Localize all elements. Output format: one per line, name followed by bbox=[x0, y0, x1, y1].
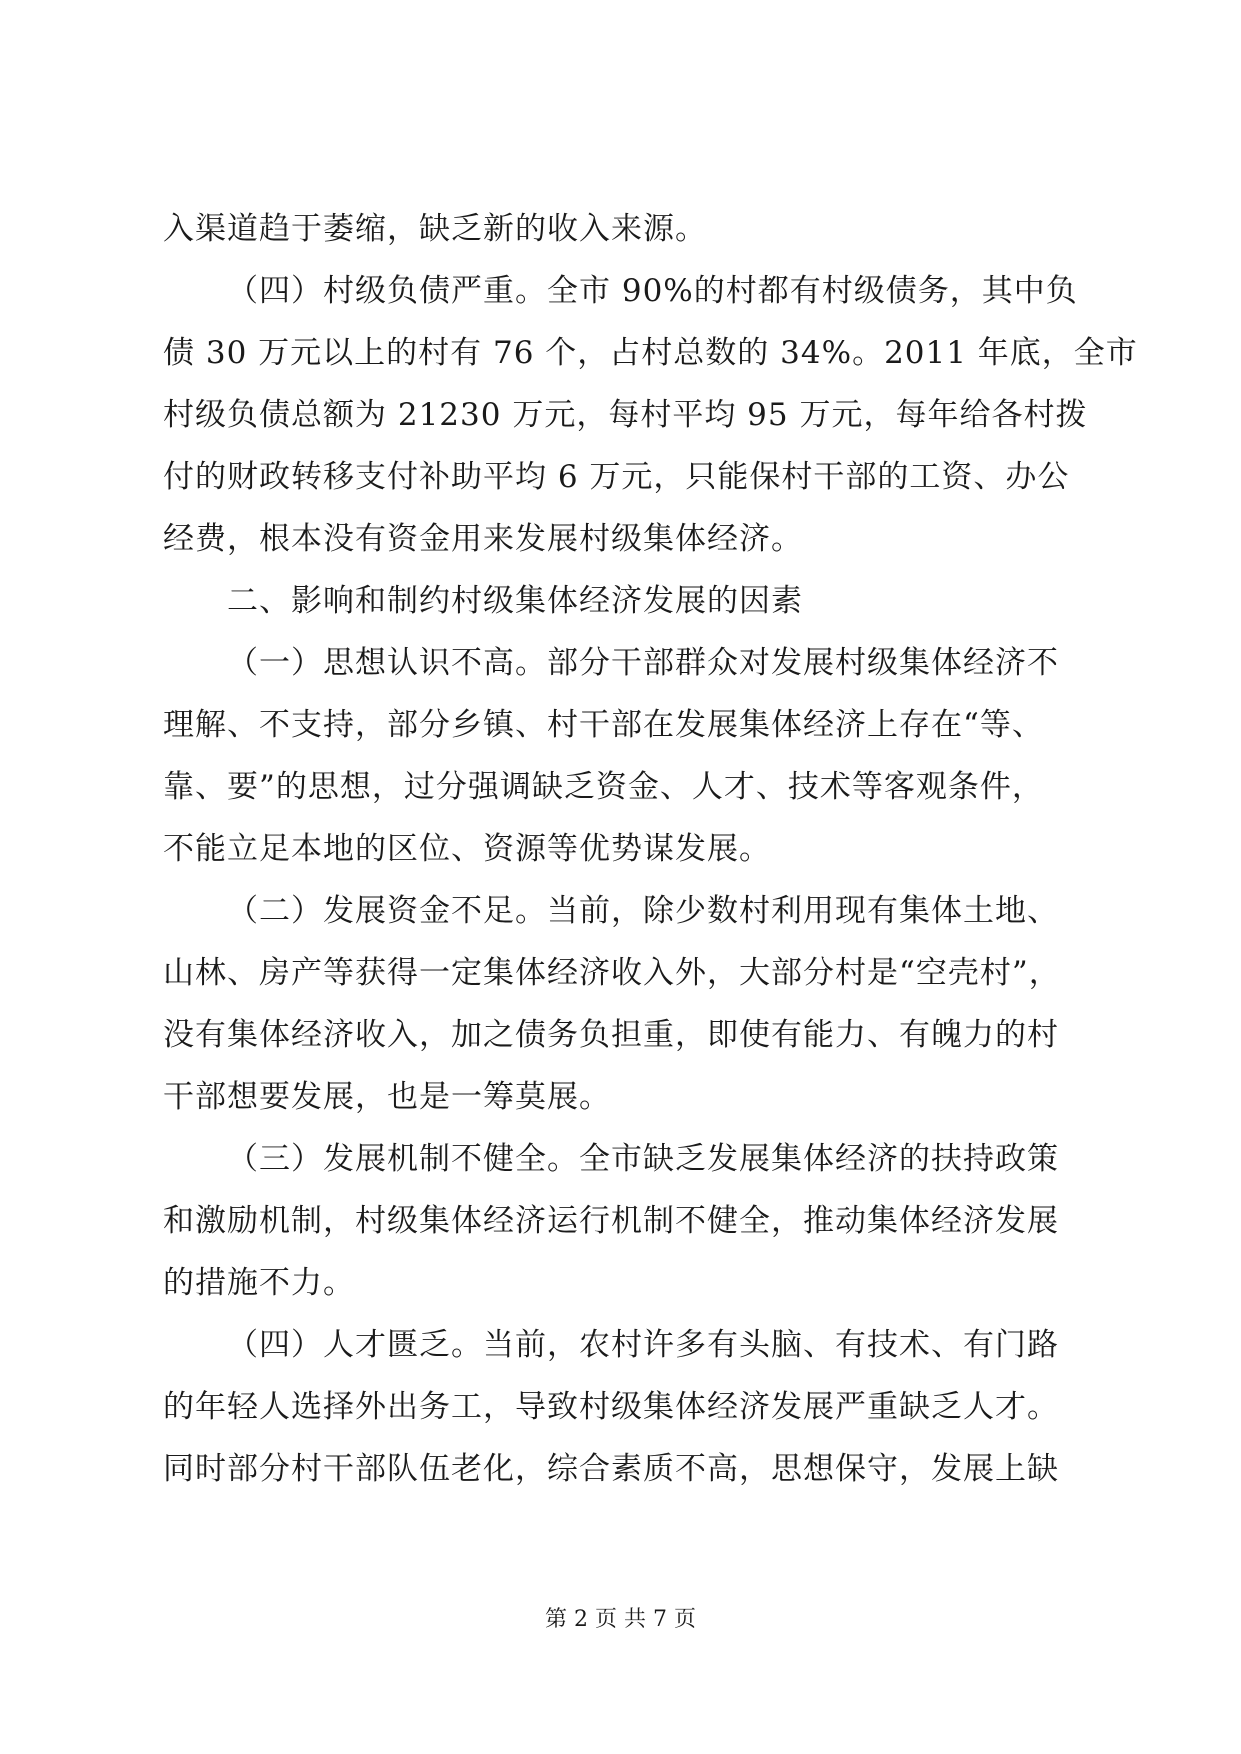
text-line: 理解、不支持，部分乡镇、村干部在发展集体经济上存在“等、 bbox=[163, 707, 1044, 743]
text-line: 的措施不力。 bbox=[163, 1265, 355, 1301]
section-heading: 二、影响和制约村级集体经济发展的因素 bbox=[227, 583, 803, 619]
text-line: 入渠道趋于萎缩，缺乏新的收入来源。 bbox=[163, 211, 707, 247]
text-line: 同时部分村干部队伍老化，综合素质不高，思想保守，发展上缺 bbox=[163, 1451, 1059, 1487]
text-line: 山林、房产等获得一定集体经济收入外，大部分村是“空壳村”， bbox=[163, 955, 1061, 991]
paragraph-start-line: （四）村级负债严重。全市 90%的村都有村级债务，其中负 bbox=[227, 273, 1078, 309]
text-line: 和激励机制，村级集体经济运行机制不健全，推动集体经济发展 bbox=[163, 1203, 1059, 1239]
paragraph-start-line: （一）思想认识不高。部分干部群众对发展村级集体经济不 bbox=[227, 645, 1059, 681]
text-line: 村级负债总额为 21230 万元，每村平均 95 万元，每年给各村拨 bbox=[163, 397, 1088, 433]
document-body bbox=[163, 198, 1138, 1500]
text-line: 付的财政转移支付补助平均 6 万元，只能保村干部的工资、办公 bbox=[163, 459, 1070, 495]
text-line: 经费，根本没有资金用来发展村级集体经济。 bbox=[163, 521, 803, 557]
paragraph-start-line: （二）发展资金不足。当前，除少数村利用现有集体土地、 bbox=[227, 893, 1059, 929]
text-line: 没有集体经济收入，加之债务负担重，即使有能力、有魄力的村 bbox=[163, 1017, 1059, 1053]
text-line: 干部想要发展，也是一筹莫展。 bbox=[163, 1079, 611, 1115]
text-line: 债 30 万元以上的村有 76 个，占村总数的 34%。2011 年底，全市 bbox=[163, 335, 1138, 371]
text-line: 的年轻人选择外出务工，导致村级集体经济发展严重缺乏人才。 bbox=[163, 1389, 1059, 1425]
paragraph-start-line: （四）人才匮乏。当前，农村许多有头脑、有技术、有门路 bbox=[227, 1327, 1059, 1363]
text-line: 靠、要”的思想，过分强调缺乏资金、人才、技术等客观条件， bbox=[163, 769, 1044, 805]
paragraph-start-line: （三）发展机制不健全。全市缺乏发展集体经济的扶持政策 bbox=[227, 1141, 1059, 1177]
text-line: 不能立足本地的区位、资源等优势谋发展。 bbox=[163, 831, 771, 867]
page-number-footer: 第 2 页 共 7 页 bbox=[545, 1607, 696, 1632]
